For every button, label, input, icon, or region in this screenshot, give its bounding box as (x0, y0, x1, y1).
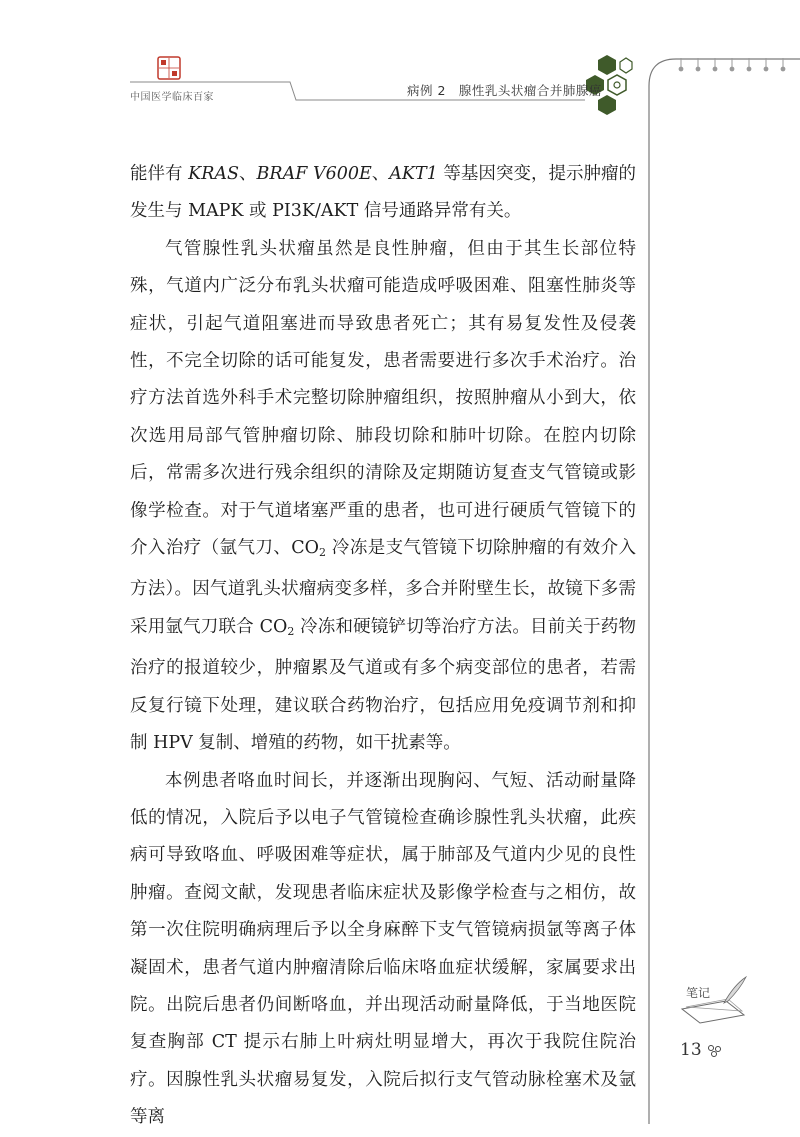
gene-kras: KRAS (188, 164, 240, 184)
publisher-logo-icon (157, 56, 181, 80)
notes-margin-panel (648, 58, 800, 1124)
gene-braf: BRAF V600E (256, 164, 372, 184)
page-ornament-icon (707, 1044, 723, 1058)
notes-label: 笔记 (686, 986, 711, 1000)
body-text (130, 156, 636, 1137)
series-name: 中国医学临床百家 (130, 92, 214, 103)
page-number: 13 (680, 1040, 723, 1060)
paragraph-2: 气管腺性乳头状瘤虽然是良性肿瘤，但由于其生长部位特殊，气道内广泛分布乳头状瘤可能造成呼吸困难、阻塞性肺炎等症状，引起气道阻塞进而导致患者死亡；其有易复发性及侵袭性，不完全切除的话可能复发，患者需要进行多次手术治疗。治疗方法首选外科手术完整切除肿瘤组织，按照肿瘤从小到大，依次选用局部气管肿瘤切除、肺段切除和肺叶切除。在腔内切除后，常需多次进行残余组织的清除及定期随访复查支气管镜或影像学检查。对于气道堵塞严重的患者，也可进行硬质气管镜下的介入治疗（氩气刀、$CO_2$ 冷冻是支气管镜下切除肿瘤的有效介入方法）。因气道乳头状瘤病变多样，多合并附壁生长，故镜下多需采用氩气刀联合 $CO_2$ 冷冻和硬镜铲切等治疗方法。目前关于药物治疗的报道较少，肿瘤累及气道或有多个病变部位的患者，若需反复行镜下处理，建议联合药物治疗，包括应用免疫调节剂和抑制 HPV 复制、增殖的药物，如干扰素等。 (130, 238, 636, 754)
notes-quill-icon (678, 975, 748, 1025)
chapter-title: 病例 2 腺性乳头状瘤合并肺腺癌 (407, 83, 602, 98)
paragraph-3: 本例患者咯血时间长，并逐渐出现胸闷、气短、活动耐量降低的情况，入院后予以电子气管镜检查确诊腺性乳头状瘤，此疾病可导致咯血、呼吸困难等症状，属于肺部及气道内少见的良性肿瘤。查阅文献，发现患者临床症状及影像学检查与之相仿，故第一次住院明确病理后予以全身麻醉下支气管镜病损氩等离子体凝固术，患者气道内肿瘤清除后临床咯血症状缓解，家属要求出院。出院后患者仍间断咯血，并出现活动耐量降低，于当地医院复查胸部 CT 提示右肺上叶病灶明显增大，再次于我院住院治疗。因腺性乳头状瘤易复发，入院后拟行支气管动脉栓塞术及氩等离 (130, 770, 636, 1128)
gene-akt1: AKT1 (389, 164, 438, 184)
paragraph-1: 能伴有 KRAS、BRAF V600E、AKT1 等基因突变，提示肿瘤的发生与 MAPK 或 PI3K/AKT 信号通路异常有关。 (130, 164, 637, 222)
binding-rings-icon (679, 58, 786, 71)
